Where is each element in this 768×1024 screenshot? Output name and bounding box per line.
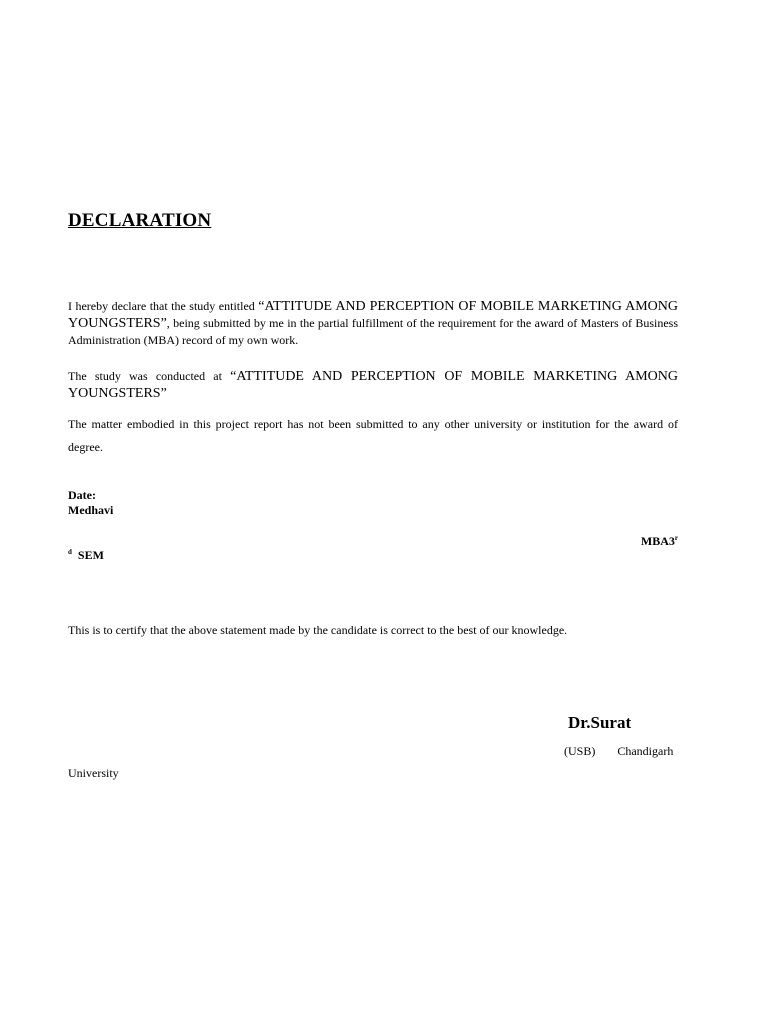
- semester-superscript: d: [68, 548, 72, 556]
- course-superscript: r: [674, 534, 678, 542]
- study-title-quote: “ATTITUDE AND PERCEPTION OF MOBILE MARKETING AMONG YOUNGSTERS”: [68, 299, 678, 331]
- supervisor-name: Dr.Surat: [568, 713, 632, 732]
- course-label: [641, 534, 678, 549]
- study-location-paragraph: [68, 368, 678, 402]
- declaration-paragraph: [68, 298, 678, 348]
- date-label: Date:: [68, 488, 96, 502]
- candidate-name: Medhavi: [68, 503, 114, 517]
- institution-suffix: University: [68, 766, 119, 780]
- semester-label: [68, 548, 104, 563]
- institution-abbr: (USB): [564, 744, 596, 758]
- certification-statement: This is to certify that the above statement made by the candidate is correct to the best of our knowledge.: [68, 623, 568, 637]
- semester-text: SEM: [77, 548, 104, 562]
- study-location-quote: “ATTITUDE AND PERCEPTION OF MOBILE MARKETING AMONG YOUNGSTERS”: [68, 369, 678, 401]
- course-text: MBA3: [640, 534, 675, 548]
- originality-paragraph: The matter embodied in this project report has not been submitted to any other university or institution for the award of degree.: [68, 417, 678, 454]
- paragraph-lead: The study was conducted at: [68, 369, 231, 383]
- institution-line: [564, 744, 673, 759]
- paragraph-rest: , being submitted by me in the partial fulfillment of the requirement for the award of Masters of Business Administration (MBA) record of my own work.: [68, 316, 678, 347]
- institution-name: Chandigarh: [617, 744, 674, 758]
- paragraph-lead: I hereby declare that the study entitled: [68, 299, 259, 313]
- document-title: DECLARATION: [68, 210, 212, 231]
